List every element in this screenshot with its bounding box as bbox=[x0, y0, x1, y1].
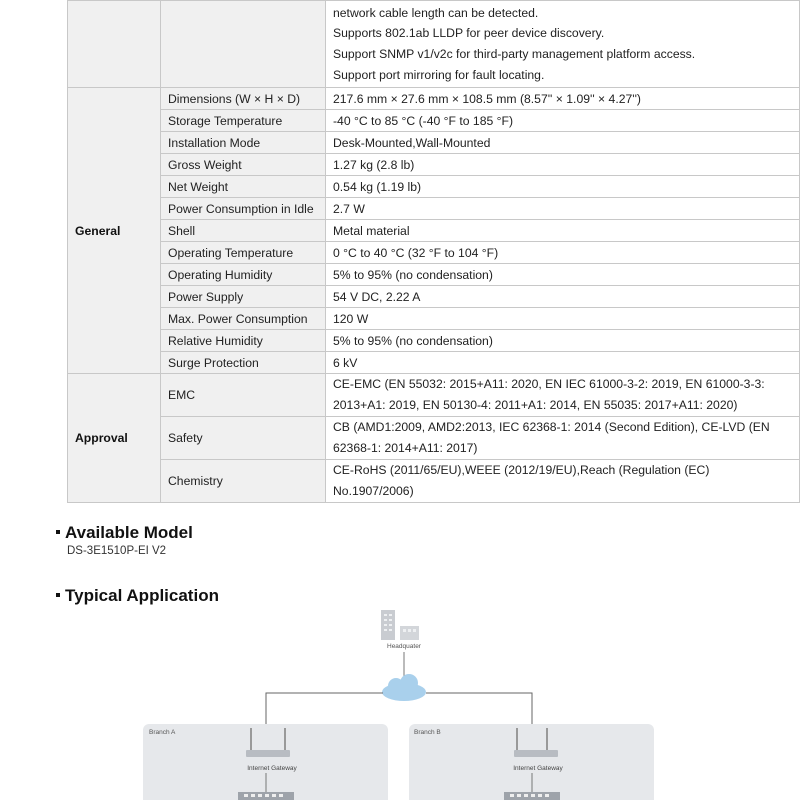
spec-label: Surge Protection bbox=[161, 352, 326, 374]
spec-label: Chemistry bbox=[161, 460, 326, 503]
spec-label: Installation Mode bbox=[161, 132, 326, 154]
spec-value: 54 V DC, 2.22 A bbox=[326, 286, 800, 308]
spec-row bbox=[68, 154, 800, 176]
switch-icon bbox=[504, 792, 560, 800]
feature-line: Supports 802.1ab LLDP for peer device discovery. bbox=[333, 26, 605, 41]
spec-label: Dimensions (W × H × D) bbox=[161, 88, 326, 110]
spec-row bbox=[68, 352, 800, 374]
spec-value: 2.7 W bbox=[326, 198, 800, 220]
spec-label: Storage Temperature bbox=[161, 110, 326, 132]
model-name: DS-3E1510P-EI V2 bbox=[67, 545, 167, 557]
gateway-label-b: Internet Gateway bbox=[513, 765, 563, 772]
spec-row bbox=[68, 417, 800, 460]
spec-label: Operating Humidity bbox=[161, 264, 326, 286]
spec-value: 5% to 95% (no condensation) bbox=[326, 330, 800, 352]
spec-value: Desk-Mounted,Wall-Mounted bbox=[326, 132, 800, 154]
spec-value: 6 kV bbox=[326, 352, 800, 374]
branch-b-label: Branch B bbox=[414, 729, 441, 736]
feature-line: Support SNMP v1/v2c for third-party management platform access. bbox=[333, 47, 696, 61]
spec-row bbox=[68, 176, 800, 198]
spec-row bbox=[68, 308, 800, 330]
spec-value: 5% to 95% (no condensation) bbox=[326, 264, 800, 286]
spec-table bbox=[67, 0, 800, 503]
spec-label: Gross Weight bbox=[161, 154, 326, 176]
spec-category-general: General bbox=[68, 88, 161, 374]
spec-value bbox=[326, 374, 800, 417]
value-line: No.1907/2006) bbox=[333, 484, 414, 498]
network-diagram bbox=[0, 600, 800, 800]
feature-line: Support port mirroring for fault locating. bbox=[333, 67, 545, 82]
spec-row bbox=[68, 198, 800, 220]
spec-value: 0 °C to 40 °C (32 °F to 104 °F) bbox=[326, 242, 800, 264]
headquarter-label: Headquater bbox=[387, 643, 421, 650]
spec-label: Power Consumption in Idle bbox=[161, 198, 326, 220]
spec-category-approval: Approval bbox=[68, 374, 161, 503]
spec-value: -40 °C to 85 °C (-40 °F to 185 °F) bbox=[326, 110, 800, 132]
available-model-title: Available Model bbox=[65, 523, 193, 542]
spec-row bbox=[68, 264, 800, 286]
headquarter-building-icon bbox=[381, 610, 419, 640]
switch-icon bbox=[238, 792, 294, 800]
feature-line: network cable length can be detected. bbox=[333, 5, 539, 20]
spec-row-features bbox=[68, 1, 800, 88]
value-line: 62368-1: 2014+A11: 2017) bbox=[333, 441, 478, 455]
available-model-heading bbox=[56, 523, 193, 543]
bullet-square-icon bbox=[56, 593, 60, 597]
spec-value: Metal material bbox=[326, 220, 800, 242]
gateway-label-a: Internet Gateway bbox=[247, 765, 297, 772]
typical-application-title: Typical Application bbox=[65, 586, 219, 605]
cloud-icon bbox=[382, 674, 426, 701]
spec-row bbox=[68, 242, 800, 264]
spec-value bbox=[326, 417, 800, 460]
spec-label: Shell bbox=[161, 220, 326, 242]
spec-value: 217.6 mm × 27.6 mm × 108.5 mm (8.57'' × 1.09'' × 4.27'') bbox=[326, 88, 800, 110]
spec-row bbox=[68, 330, 800, 352]
value-line: CB (AMD1:2009, AMD2:2013, IEC 62368-1: 2014 (Second Edition), CE-LVD (EN bbox=[333, 420, 770, 435]
spec-value: 120 W bbox=[326, 308, 800, 330]
bullet-square-icon bbox=[56, 530, 60, 534]
spec-row bbox=[68, 220, 800, 242]
spec-label: Max. Power Consumption bbox=[161, 308, 326, 330]
spec-label: Operating Temperature bbox=[161, 242, 326, 264]
spec-row bbox=[68, 460, 800, 503]
value-line: CE-EMC (EN 55032: 2015+A11: 2020, EN IEC 61000-3-2: 2019, EN 61000-3-3: bbox=[333, 377, 765, 392]
spec-value-features bbox=[326, 1, 800, 88]
spec-row bbox=[68, 374, 800, 417]
spec-value: 0.54 kg (1.19 lb) bbox=[326, 176, 800, 198]
spec-row bbox=[68, 132, 800, 154]
spec-row bbox=[68, 110, 800, 132]
spec-value bbox=[326, 460, 800, 503]
spec-label: EMC bbox=[161, 374, 326, 417]
spec-label: Net Weight bbox=[161, 176, 326, 198]
value-line: CE-RoHS (2011/65/EU),WEEE (2012/19/EU),Reach (Regulation (EC) bbox=[333, 463, 710, 478]
value-line: 2013+A1: 2019, EN 50130-4: 2011+A1: 2014, EN 55035: 2017+A11: 2020) bbox=[333, 398, 738, 412]
branch-a-label: Branch A bbox=[149, 729, 176, 736]
spec-value: 1.27 kg (2.8 lb) bbox=[326, 154, 800, 176]
spec-row bbox=[68, 286, 800, 308]
spec-label: Safety bbox=[161, 417, 326, 460]
spec-category-blank bbox=[68, 1, 161, 88]
spec-label: Relative Humidity bbox=[161, 330, 326, 352]
spec-label-blank bbox=[161, 1, 326, 88]
spec-label: Power Supply bbox=[161, 286, 326, 308]
spec-row bbox=[68, 88, 800, 110]
